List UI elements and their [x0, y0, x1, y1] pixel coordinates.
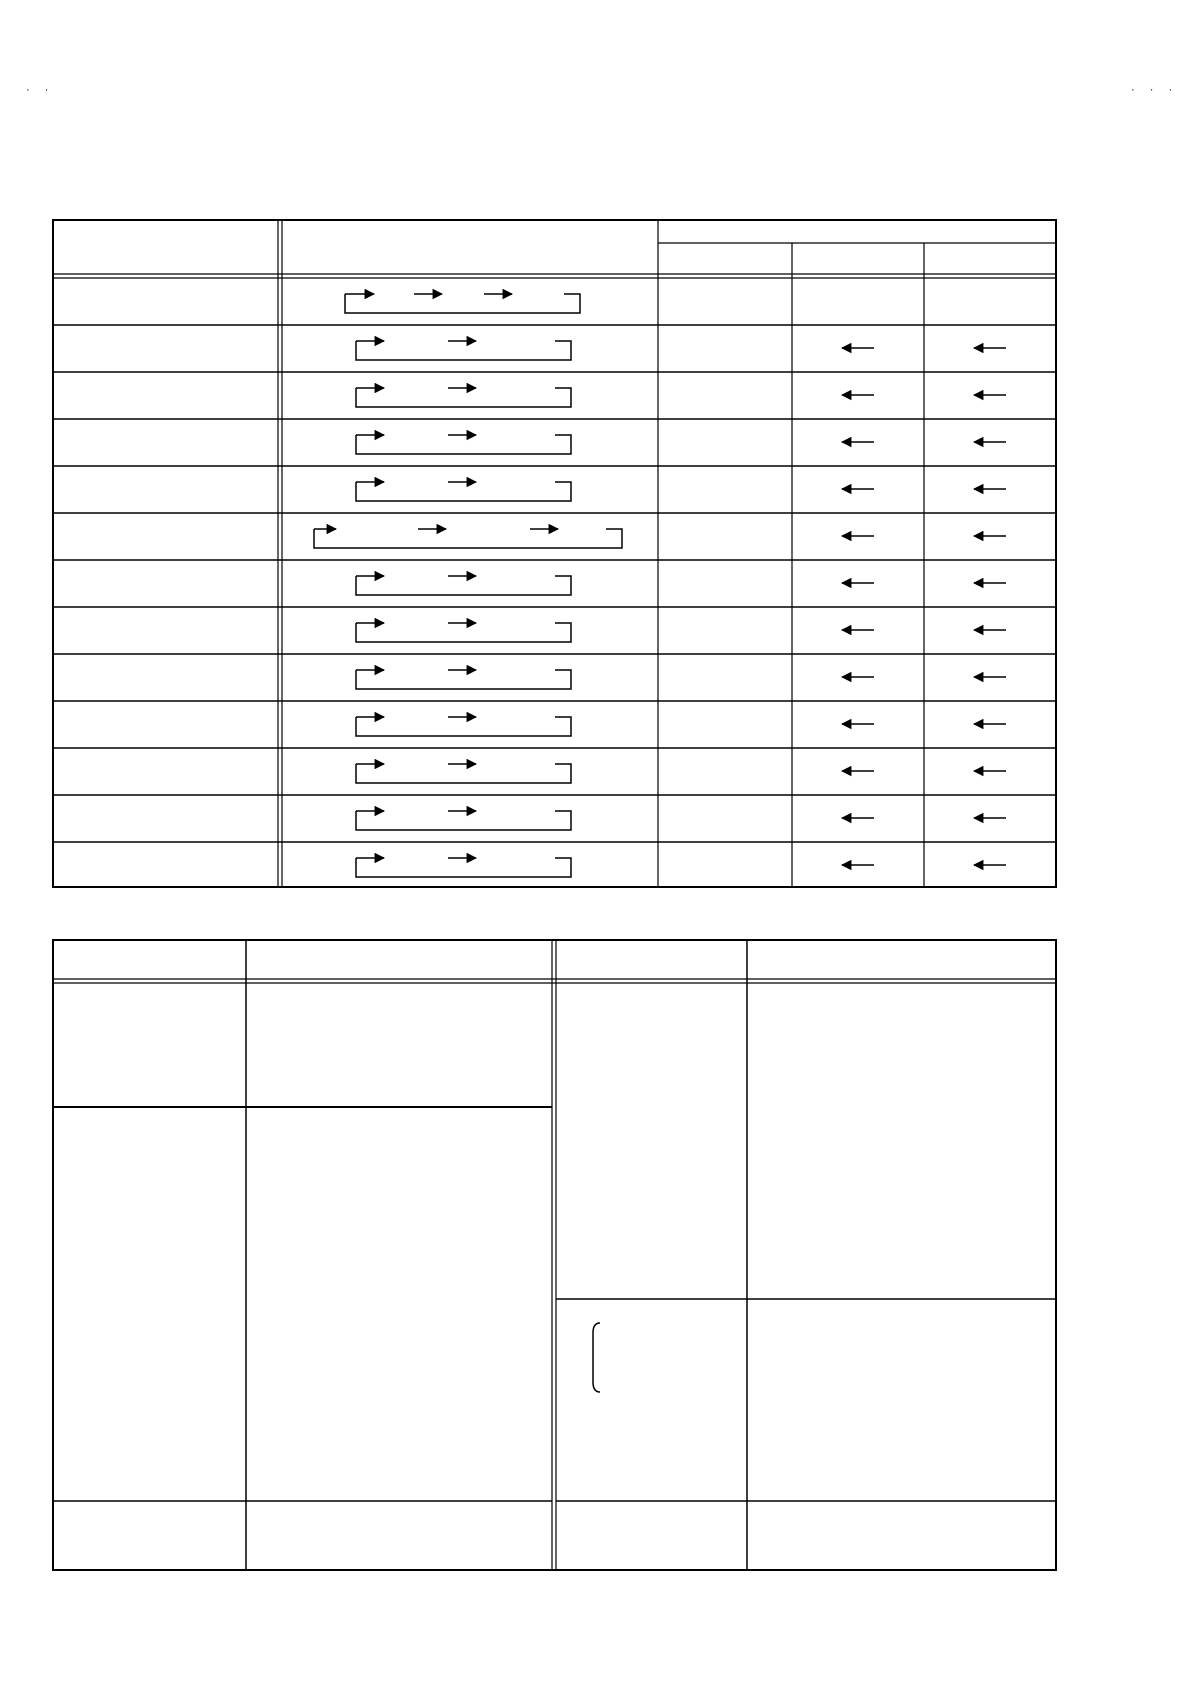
sequence-loop-line: [356, 576, 571, 595]
sequence-loop-line: [356, 670, 571, 689]
sequence-loop-line: [345, 294, 580, 313]
sequence-loop-line: [356, 623, 571, 642]
bottom-table: [53, 940, 1056, 1570]
sequence-loop-line: [356, 717, 571, 736]
corner-marks-left: · ·: [26, 84, 55, 96]
corner-marks-right: · · ·: [1131, 84, 1179, 96]
sequence-loop-line: [356, 341, 571, 360]
sequence-loop-line: [356, 435, 571, 454]
sequence-loop-line: [356, 764, 571, 783]
sequence-loop-line: [356, 482, 571, 501]
sequence-loop-line: [356, 388, 571, 407]
sequence-loop-line: [314, 529, 622, 548]
bracket-mark: [593, 1323, 600, 1392]
top-table-border: [53, 220, 1056, 887]
bottom-table-border: [53, 940, 1056, 1570]
sequence-loop-line: [356, 811, 571, 830]
top-table: [53, 220, 1056, 887]
sequence-loop-line: [356, 858, 571, 877]
